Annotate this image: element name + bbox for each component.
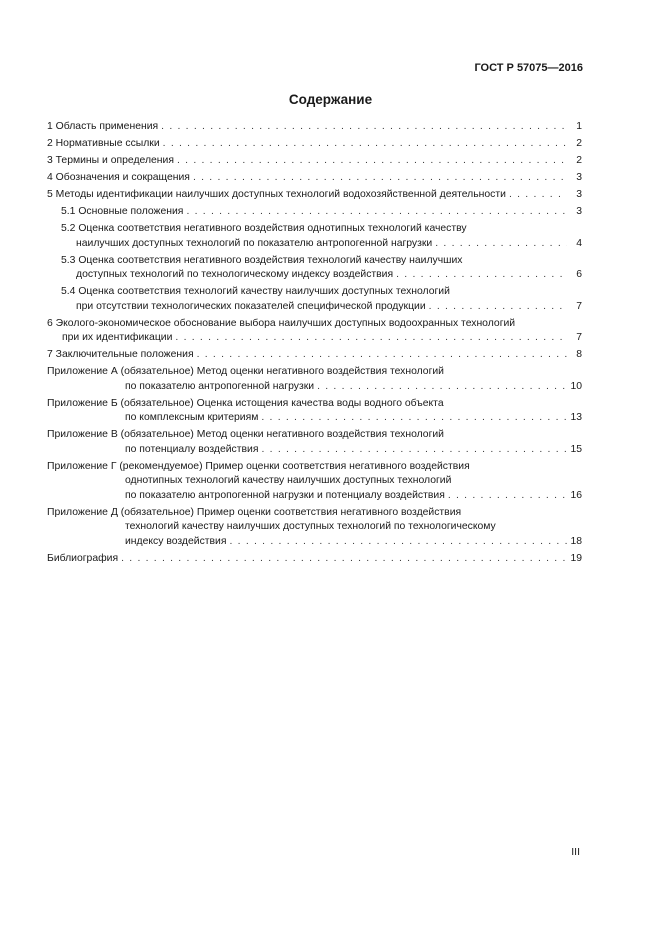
toc-entry-text: по показателю антропогенной нагрузки [125,380,315,392]
leader-dots [509,188,567,203]
toc-page-number: 4 [576,237,582,249]
toc-page-number: 10 [570,380,582,392]
toc-entry-text: 5.2 Оценка соответствия негативного воздействия однотипных технологий качеству [61,223,467,234]
leader-dots [186,205,567,220]
toc-page-number: 6 [576,269,582,280]
toc-page-number: 7 [576,300,582,312]
toc-page-number: 1 [576,121,582,132]
toc-page-number: 16 [570,489,582,501]
toc-entry-text: Приложение Д (обязательное) Пример оценки соответствия негативного воздействия [47,506,462,518]
leader-dots [177,154,567,169]
toc-page-number: 19 [570,552,582,564]
toc-entry[interactable] [47,222,582,251]
toc-page-number: 8 [576,349,582,360]
toc-entry[interactable] [47,120,582,135]
toc-page-number: 18 [570,535,582,547]
toc-entry-text: доступных технологий по технологическому индексу воздействия [76,269,394,280]
toc-entry[interactable] [47,317,582,346]
toc-entry-text: Приложение Г (рекомендуемое) Пример оценки соответствия негативного воздействия [47,460,470,472]
toc-entry[interactable] [47,188,582,203]
toc-entry[interactable] [47,397,582,426]
leader-dots [193,171,567,186]
toc-entry-text: при отсутствии технологических показателей специфической продукции [76,300,426,312]
toc-entry-text: 2 Нормативные ссылки [47,138,160,149]
toc-entry[interactable] [47,460,582,504]
leader-dots [448,489,567,504]
leader-dots [429,300,567,315]
toc-entry-text: индексу воздействия [125,535,227,547]
toc-entry-text: наилучших доступных технологий по показателю антропогенной нагрузки [76,237,433,249]
leader-dots [197,348,567,363]
toc-entry-text: по комплексным критериям [125,412,259,423]
leader-dots [163,137,567,152]
page-number: III [571,846,580,858]
leader-dots [121,552,567,567]
toc-entry[interactable] [47,137,582,152]
table-of-contents [47,120,582,569]
toc-entry[interactable] [47,365,582,394]
toc-entry[interactable] [47,348,582,363]
toc-page-number: 15 [570,443,582,455]
toc-entry-text: 1 Область применения [47,121,159,132]
toc-entry-text: 5.1 Основные положения [61,206,184,217]
toc-entry[interactable] [47,205,582,220]
toc-entry-text: Приложение А (обязательное) Метод оценки негативного воздействия технологий [47,366,444,377]
leader-dots [317,380,567,395]
toc-entry-text: 6 Эколого-экономическое обоснование выбора наилучших доступных водоохранных технологий [47,317,516,329]
leader-dots [229,535,567,550]
toc-entry[interactable] [47,154,582,169]
toc-page-number: 3 [576,189,582,200]
toc-entry-text: при их идентификации [62,332,173,343]
toc-page-number: 7 [576,332,582,343]
toc-entry[interactable] [47,428,582,457]
toc-page-number: 13 [570,412,582,423]
toc-entry-text: по показателю антропогенной нагрузки и потенциалу воздействия [125,489,445,501]
leader-dots [396,268,567,283]
toc-entry-text: Приложение Б (обязательное) Оценка истощения качества воды водного объекта [47,397,444,409]
toc-page-number: 3 [576,206,582,217]
toc-entry-text: однотипных технологий качеству наилучших доступных технологий [125,475,452,486]
toc-entry-text: Приложение В (обязательное) Метод оценки негативного воздействия технологий [47,429,444,440]
toc-entry-text: 3 Термины и определения [47,155,174,166]
toc-entry[interactable] [47,254,582,283]
document-code: ГОСТ Р 57075—2016 [474,62,583,74]
toc-entry-text: 4 Обозначения и сокращения [47,172,190,183]
toc-entry[interactable] [47,506,582,550]
toc-entry-text: Библиография [47,552,119,564]
toc-entry[interactable] [47,285,582,314]
leader-dots [261,443,567,458]
toc-entry-text: 5.4 Оценка соответствия технологий качеству наилучших доступных технологий [61,286,450,297]
toc-page-number: 3 [576,172,582,183]
toc-page-number: 2 [576,138,582,149]
toc-entry[interactable] [47,552,582,567]
toc-entry-text: технологий качеству наилучших доступных технологий по технологическому [125,521,496,532]
toc-entry[interactable] [47,171,582,186]
toc-entry-text: 5.3 Оценка соответствия негативного воздействия технологий качеству наилучших [61,254,463,266]
page-title: Содержание [288,92,373,107]
toc-entry-text: по потенциалу воздействия [125,443,259,455]
toc-page-number: 2 [576,155,582,166]
leader-dots [161,120,567,135]
leader-dots [261,411,567,426]
leader-dots [175,331,567,346]
toc-entry-text: 5 Методы идентификации наилучших доступных технологий водохозяйственной деятельности [47,189,506,200]
toc-entry-text: 7 Заключительные положения [47,349,194,360]
leader-dots [435,237,567,252]
